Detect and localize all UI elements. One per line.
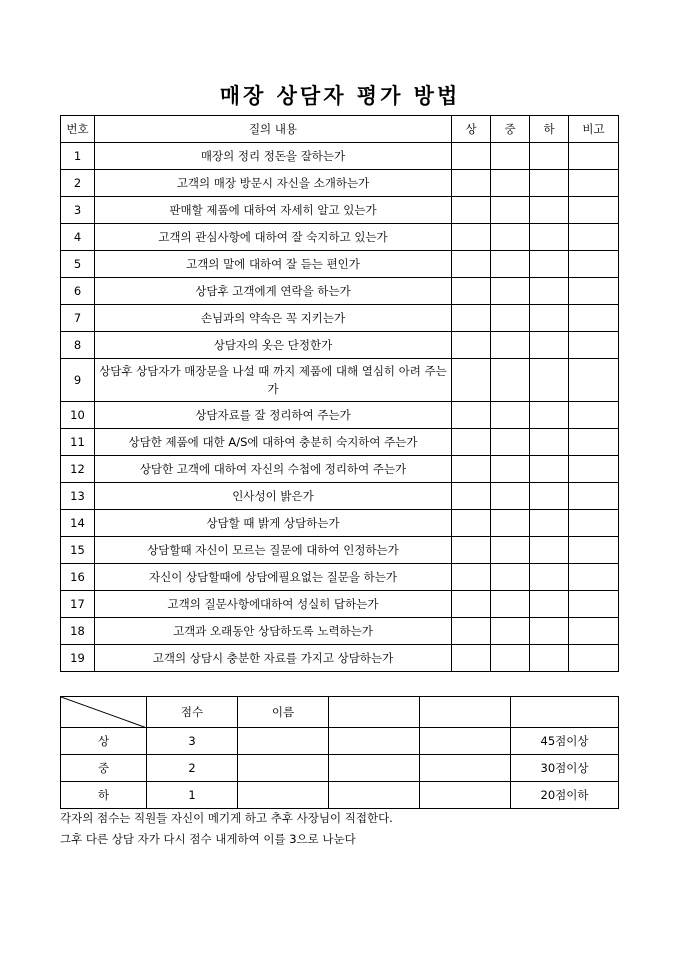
rating-mid-cell [491,143,530,170]
rating-high-cell [452,537,491,564]
question-row [61,510,619,537]
rating-low-cell [530,278,569,305]
rating-high-cell [452,332,491,359]
header-high: 상 [452,116,491,143]
rating-low-cell [530,402,569,429]
remark-cell [569,143,619,170]
remark-cell [569,456,619,483]
question-text: 인사성이 밝은가 [95,483,452,510]
empty-cell [420,782,511,809]
rating-mid-cell [491,305,530,332]
remark-cell [569,591,619,618]
question-row [61,251,619,278]
question-number: 15 [61,537,95,564]
question-text: 고객의 매장 방문시 자신을 소개하는가 [95,170,452,197]
note-line-2: 그후 다른 상담 자가 다시 점수 내게하여 이를 3으로 나눈다 [60,832,356,846]
question-row [61,197,619,224]
rating-high-cell [452,510,491,537]
question-number: 13 [61,483,95,510]
remark-cell [569,278,619,305]
remark-cell [569,537,619,564]
header-points: 점수 [147,697,238,728]
remark-cell [569,564,619,591]
question-row [61,305,619,332]
rating-mid-cell [491,618,530,645]
rating-high-cell [452,591,491,618]
remark-cell [569,332,619,359]
rating-low-cell [530,429,569,456]
rating-low-cell [530,224,569,251]
grade-points: 3 [147,728,238,755]
remark-cell [569,429,619,456]
rating-low-cell [530,510,569,537]
rating-low-cell [530,591,569,618]
grade-label: 하 [61,782,147,809]
remark-cell [569,170,619,197]
empty-cell [329,755,420,782]
question-text: 상담후 고객에게 연락을 하는가 [95,278,452,305]
question-text: 고객의 관심사항에 대하여 잘 숙지하고 있는가 [95,224,452,251]
rating-mid-cell [491,591,530,618]
rating-high-cell [452,359,491,402]
question-text: 손님과의 약속은 꼭 지키는가 [95,305,452,332]
score-row [61,755,619,782]
question-text: 상담자료를 잘 정리하여 주는가 [95,402,452,429]
grade-label: 중 [61,755,147,782]
question-number: 6 [61,278,95,305]
question-row [61,170,619,197]
question-number: 4 [61,224,95,251]
empty-cell [511,697,619,728]
header-question: 질의 내용 [95,116,452,143]
rating-mid-cell [491,197,530,224]
remark-cell [569,510,619,537]
question-number: 11 [61,429,95,456]
rating-high-cell [452,170,491,197]
question-number: 5 [61,251,95,278]
question-row [61,618,619,645]
rating-high-cell [452,224,491,251]
remark-cell [569,224,619,251]
rating-low-cell [530,483,569,510]
rating-high-cell [452,305,491,332]
question-row [61,456,619,483]
rating-mid-cell [491,278,530,305]
score-header-row [61,697,619,728]
diagonal-header-cell [61,697,147,728]
rating-high-cell [452,278,491,305]
question-row [61,483,619,510]
rating-low-cell [530,251,569,278]
rating-high-cell [452,429,491,456]
question-text: 상담한 제품에 대한 A/S에 대하여 충분히 숙지하여 주는가 [95,429,452,456]
name-cell [238,728,329,755]
remark-cell [569,197,619,224]
question-row [61,429,619,456]
question-text: 상담후 상담자가 매장문을 나설 때 까지 제품에 대해 열심히 아려 주는가 [95,359,452,402]
question-text: 고객의 상담시 충분한 자료를 가지고 상담하는가 [95,645,452,672]
rating-mid-cell [491,251,530,278]
question-text: 고객의 질문사항에대하여 성실히 답하는가 [95,591,452,618]
rating-low-cell [530,170,569,197]
empty-cell [329,697,420,728]
diagonal-line [61,697,147,728]
rating-low-cell [530,618,569,645]
evaluation-table [60,115,619,672]
remark-cell [569,618,619,645]
question-row [61,402,619,429]
remark-cell [569,251,619,278]
rating-low-cell [530,305,569,332]
question-number: 10 [61,402,95,429]
question-row [61,591,619,618]
rating-low-cell [530,456,569,483]
rating-mid-cell [491,510,530,537]
empty-cell [420,697,511,728]
question-text: 상담자의 옷은 단정한가 [95,332,452,359]
remark-cell [569,359,619,402]
rating-mid-cell [491,170,530,197]
rating-low-cell [530,332,569,359]
question-text: 고객과 오래동안 상담하도록 노력하는가 [95,618,452,645]
page-title: 매장 상담자 평가 방법 [219,84,461,108]
remark-cell [569,402,619,429]
rating-high-cell [452,645,491,672]
question-number: 17 [61,591,95,618]
grade-label: 상 [61,728,147,755]
evaluation-header-row [61,116,619,143]
question-number: 19 [61,645,95,672]
header-name: 이름 [238,697,329,728]
remark-cell [569,305,619,332]
rating-low-cell [530,197,569,224]
question-text: 상담할 때 밝게 상담하는가 [95,510,452,537]
rating-mid-cell [491,402,530,429]
rating-low-cell [530,645,569,672]
rating-high-cell [452,483,491,510]
question-number: 1 [61,143,95,170]
rating-mid-cell [491,332,530,359]
note-line-1: 각자의 점수는 직원들 자신이 메기게 하고 추후 사장님이 직접한다. [60,811,393,825]
rating-mid-cell [491,483,530,510]
empty-cell [420,755,511,782]
question-row [61,332,619,359]
rating-high-cell [452,618,491,645]
question-text: 상담할때 자신이 모르는 질문에 대하여 인정하는가 [95,537,452,564]
question-row [61,645,619,672]
header-remark: 비고 [569,116,619,143]
question-number: 12 [61,456,95,483]
rating-mid-cell [491,224,530,251]
question-text: 매장의 정리 정돈을 잘하는가 [95,143,452,170]
rating-low-cell [530,537,569,564]
score-row [61,782,619,809]
rating-mid-cell [491,429,530,456]
rating-mid-cell [491,359,530,402]
question-number: 14 [61,510,95,537]
rating-mid-cell [491,537,530,564]
rating-mid-cell [491,456,530,483]
name-cell [238,755,329,782]
rating-high-cell [452,251,491,278]
question-row [61,143,619,170]
grade-points: 1 [147,782,238,809]
question-number: 18 [61,618,95,645]
question-number: 16 [61,564,95,591]
question-text: 상담한 고객에 대하여 자신의 수첩에 정리하여 주는가 [95,456,452,483]
rating-high-cell [452,197,491,224]
header-low: 하 [530,116,569,143]
header-mid: 중 [491,116,530,143]
empty-cell [420,728,511,755]
rating-high-cell [452,564,491,591]
rating-high-cell [452,456,491,483]
question-number: 8 [61,332,95,359]
question-text: 고객의 말에 대하여 잘 듣는 편인가 [95,251,452,278]
empty-cell [329,728,420,755]
rating-low-cell [530,359,569,402]
grade-threshold: 20점이하 [511,782,619,809]
header-number: 번호 [61,116,95,143]
grade-threshold: 45점이상 [511,728,619,755]
question-number: 7 [61,305,95,332]
remark-cell [569,483,619,510]
question-row [61,564,619,591]
question-row [61,278,619,305]
question-row [61,359,619,402]
rating-low-cell [530,143,569,170]
score-row [61,728,619,755]
rating-mid-cell [491,564,530,591]
question-text: 자신이 상담할때에 상담에필요없는 질문을 하는가 [95,564,452,591]
grade-points: 2 [147,755,238,782]
remark-cell [569,645,619,672]
question-row [61,537,619,564]
question-number: 3 [61,197,95,224]
grade-threshold: 30점이상 [511,755,619,782]
name-cell [238,782,329,809]
question-number: 2 [61,170,95,197]
rating-high-cell [452,402,491,429]
question-text: 판매할 제품에 대하여 자세히 알고 있는가 [95,197,452,224]
rating-low-cell [530,564,569,591]
rating-mid-cell [491,645,530,672]
rating-high-cell [452,143,491,170]
score-table [60,696,619,809]
question-row [61,224,619,251]
empty-cell [329,782,420,809]
question-number: 9 [61,359,95,402]
